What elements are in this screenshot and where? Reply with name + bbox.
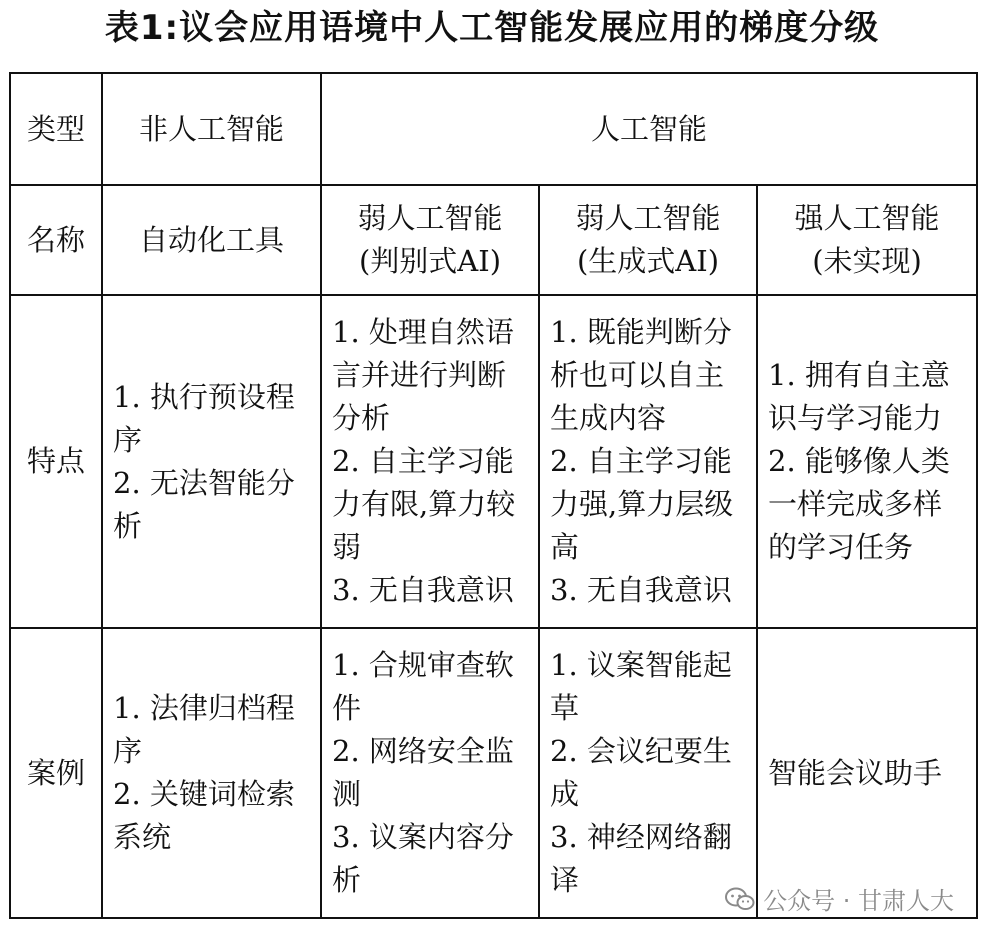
list-item: 3. 神经网络翻译 [550, 820, 732, 897]
cell-features-strong-ai [757, 295, 977, 628]
table-row-name [10, 185, 977, 295]
cell-line: 强人工智能 [794, 201, 940, 235]
table-title: 表1:议会应用语境中人工智能发展应用的梯度分级 [104, 8, 880, 48]
list-item: 2. 会议纪要生成 [550, 734, 732, 811]
cell-line: 弱人工智能 [357, 201, 503, 235]
row-header-features: 特点 [10, 295, 102, 628]
list-item: 1. 处理自然语言并进行判断分析 [332, 315, 514, 435]
cell-line: 弱人工智能 [575, 201, 721, 235]
list-item: 2. 能够像人类一样完成多样的学习任务 [768, 444, 950, 564]
list-item: 1. 合规审查软件 [332, 648, 514, 725]
cell-non-ai: 非人工智能 [102, 73, 321, 185]
list-item: 3. 无自我意识 [332, 573, 514, 607]
list-item: 1. 法律归档程序 [113, 691, 295, 768]
cell-features-automation [102, 295, 321, 628]
table-row-type [10, 73, 977, 185]
list-item: 2. 自主学习能力有限,算力较弱 [332, 444, 516, 564]
list-item: 智能会议助手 [768, 755, 943, 790]
cell-line: (判别式AI) [358, 244, 502, 278]
cell-cases-automation [102, 628, 321, 918]
row-header-type: 类型 [10, 73, 102, 185]
list-item: 3. 无自我意识 [550, 573, 732, 607]
cell-name-weak-ai-generative [539, 185, 757, 295]
cell-cases-weak-ai-generative [539, 628, 757, 918]
list-item: 1. 议案智能起草 [550, 648, 732, 725]
watermark-text: 公众号 · 甘肃人大 [763, 887, 954, 915]
watermark [725, 881, 954, 916]
cell-ai: 人工智能 [321, 73, 977, 185]
list-item: 2. 关键词检索系统 [113, 777, 295, 854]
list-item: 2. 自主学习能力强,算力层级高 [550, 444, 734, 564]
list-item: 1. 拥有自主意识与学习能力 [768, 358, 950, 435]
wechat-icon [725, 887, 755, 911]
list-item: 3. 议案内容分析 [332, 820, 514, 897]
cell-cases-weak-ai-discriminative [321, 628, 539, 918]
table-row-features [10, 295, 977, 628]
cell-features-weak-ai-generative [539, 295, 757, 628]
list-item: 2. 无法智能分析 [113, 465, 295, 543]
row-header-cases: 案例 [10, 628, 102, 918]
cell-name-automation: 自动化工具 [102, 185, 321, 295]
ai-gradient-table [9, 72, 978, 919]
list-item: 1. 既能判断分析也可以自主生成内容 [550, 315, 732, 435]
list-item: 2. 网络安全监测 [332, 734, 514, 811]
row-header-name: 名称 [10, 185, 102, 295]
cell-line: (生成式AI) [576, 244, 720, 278]
cell-line: (未实现) [812, 244, 922, 278]
list-item: 1. 执行预设程序 [113, 379, 295, 457]
cell-cases-strong-ai [757, 628, 977, 918]
cell-name-strong-ai [757, 185, 977, 295]
cell-name-weak-ai-discriminative [321, 185, 539, 295]
table-row-cases [10, 628, 977, 918]
cell-features-weak-ai-discriminative [321, 295, 539, 628]
